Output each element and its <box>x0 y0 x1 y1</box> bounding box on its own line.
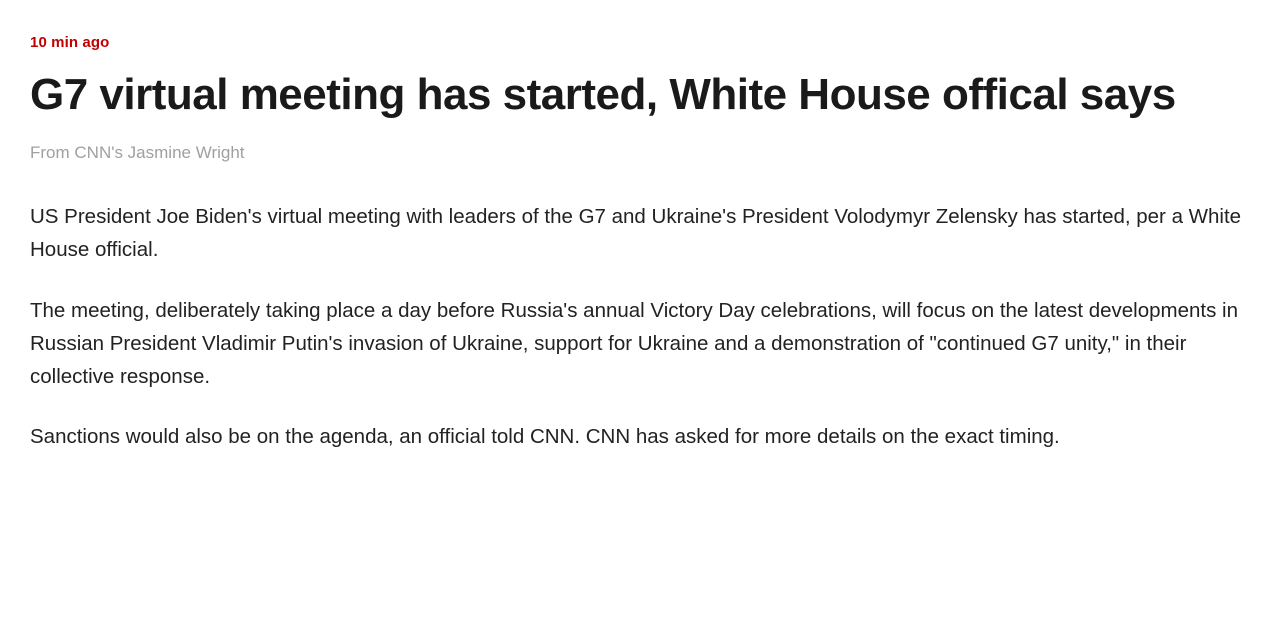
page-title: G7 virtual meeting has started, White House offical says <box>30 70 1176 119</box>
body-paragraph: US President Joe Biden's virtual meeting with leaders of the G7 and Ukraine's President Volodymyr Zelensky has started, per a White House official. <box>30 205 1242 262</box>
byline: From CNN's Jasmine Wright <box>30 143 245 163</box>
body-paragraph: The meeting, deliberately taking place a day before Russia's annual Victory Day celebrations, will focus on the latest developments in Russian President Vladimir Putin's invasion of Ukraine, support for Ukraine and a demonstration of "continued G7 unity," in their collective response. <box>30 298 1239 388</box>
post-timestamp: 10 min ago <box>30 34 110 51</box>
body-paragraph: Sanctions would also be on the agenda, an official told CNN. CNN has asked for more details on the exact timing. <box>30 425 1060 449</box>
